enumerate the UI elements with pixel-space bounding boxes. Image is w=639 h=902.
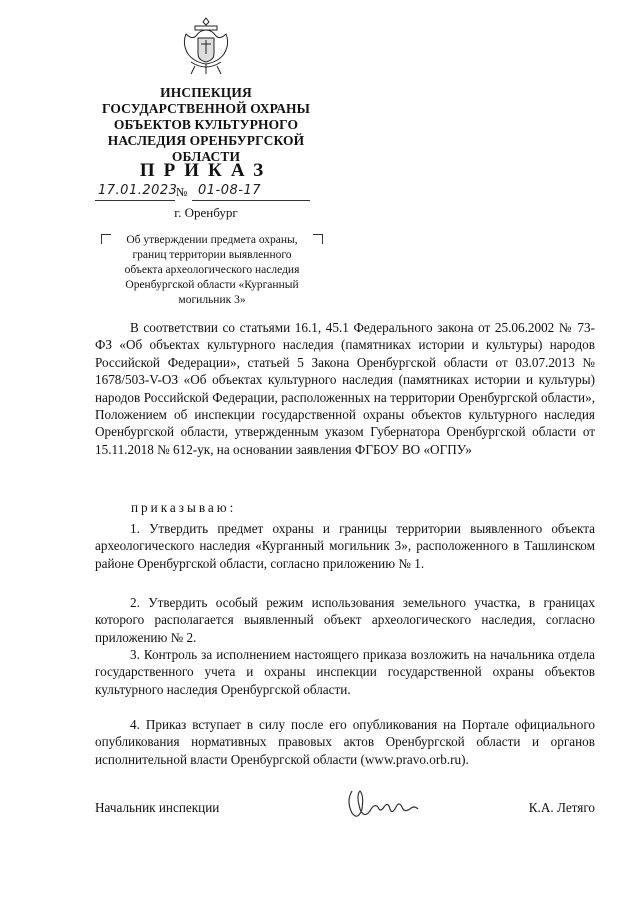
org-line: ИНСПЕКЦИЯ: [160, 85, 252, 100]
document-date: 17.01.2023: [98, 183, 178, 198]
org-line: ОБЛАСТИ: [171, 149, 241, 164]
coat-of-arms-icon: [181, 16, 231, 78]
issuing-authority: [92, 85, 320, 165]
subject-line: объекта археологического наследия: [124, 264, 300, 276]
number-sign: №: [176, 185, 188, 199]
document-number: 01-08-17: [198, 183, 262, 198]
order-item-4: 4. Приказ вступает в силу после его опубликования на Портале официального опубликования нормативных правовых актов Оренбургской области и органов исполнительной власти Оренбургской области (www.pravo.orb.ru).: [95, 717, 595, 767]
org-line: НАСЛЕДИЯ ОРЕНБУРГСКОЙ: [107, 133, 305, 148]
city: г. Оренбург: [174, 205, 238, 220]
number-underline: [192, 200, 310, 201]
org-line: ОБЪЕКТОВ КУЛЬТУРНОГО: [113, 117, 299, 132]
order-item-1: 1. Утвердить предмет охраны и границы территории выявленного объекта археологического наследия «Курганный могильник 3», расположенного в Ташлинском районе Оренбургской области, согласно приложению № 1.: [95, 521, 595, 571]
order-item-2: 2. Утвердить особый режим использования земельного участка, в границах которого располагается выявленный объект археологического наследия, согласно приложению № 2.: [95, 595, 595, 645]
handwritten-signature: [342, 785, 432, 825]
org-line: ГОСУДАРСТВЕННОЙ ОХРАНЫ: [101, 101, 311, 116]
subject-line: Об утверждении предмета охраны,: [126, 234, 298, 246]
subject-line: могильник 3»: [178, 294, 246, 306]
signatory-name: К.А. Летяго: [528, 800, 595, 815]
subject-bracket-left: [101, 234, 111, 244]
preamble-paragraph: В соответствии со статьями 16.1, 45.1 Федерального закона от 25.06.2002 № 73-ФЗ «Об объектах культурного наследия (памятниках истории и культуры) народов Российской Федерации», статьей 5 Закона Оренбургской области от 03.07.2013 № 1678/503-V-ОЗ «Об объектах культурного наследия (памятниках истории и культуры) народов Российской Федерации, расположенных на территории Оренбургской области», Положением об инспекции государственной охраны объектов культурного наследия Оренбургской области, утвержденным указом Губернатора Оренбургской области от 15.11.2018 № 612-ук, на основании заявления ФГБОУ ВО «ОГПУ»: [95, 320, 595, 457]
document-type: ПРИКАЗ: [139, 160, 273, 181]
subject-line: Оренбургской области «Курганный: [125, 279, 299, 291]
signatory-position: Начальник инспекции: [95, 800, 220, 815]
date-underline: [95, 200, 175, 201]
order-word: приказываю:: [131, 500, 237, 515]
subject-line: границ территории выявленного: [132, 249, 292, 261]
order-item-3: 3. Контроль за исполнением настоящего приказа возложить на начальника отдела государственного учета и охраны инспекции государственной охраны объектов культурного наследия Оренбургской области.: [95, 647, 595, 697]
subject-bracket-right: [313, 234, 323, 244]
document-subject: [112, 233, 312, 308]
